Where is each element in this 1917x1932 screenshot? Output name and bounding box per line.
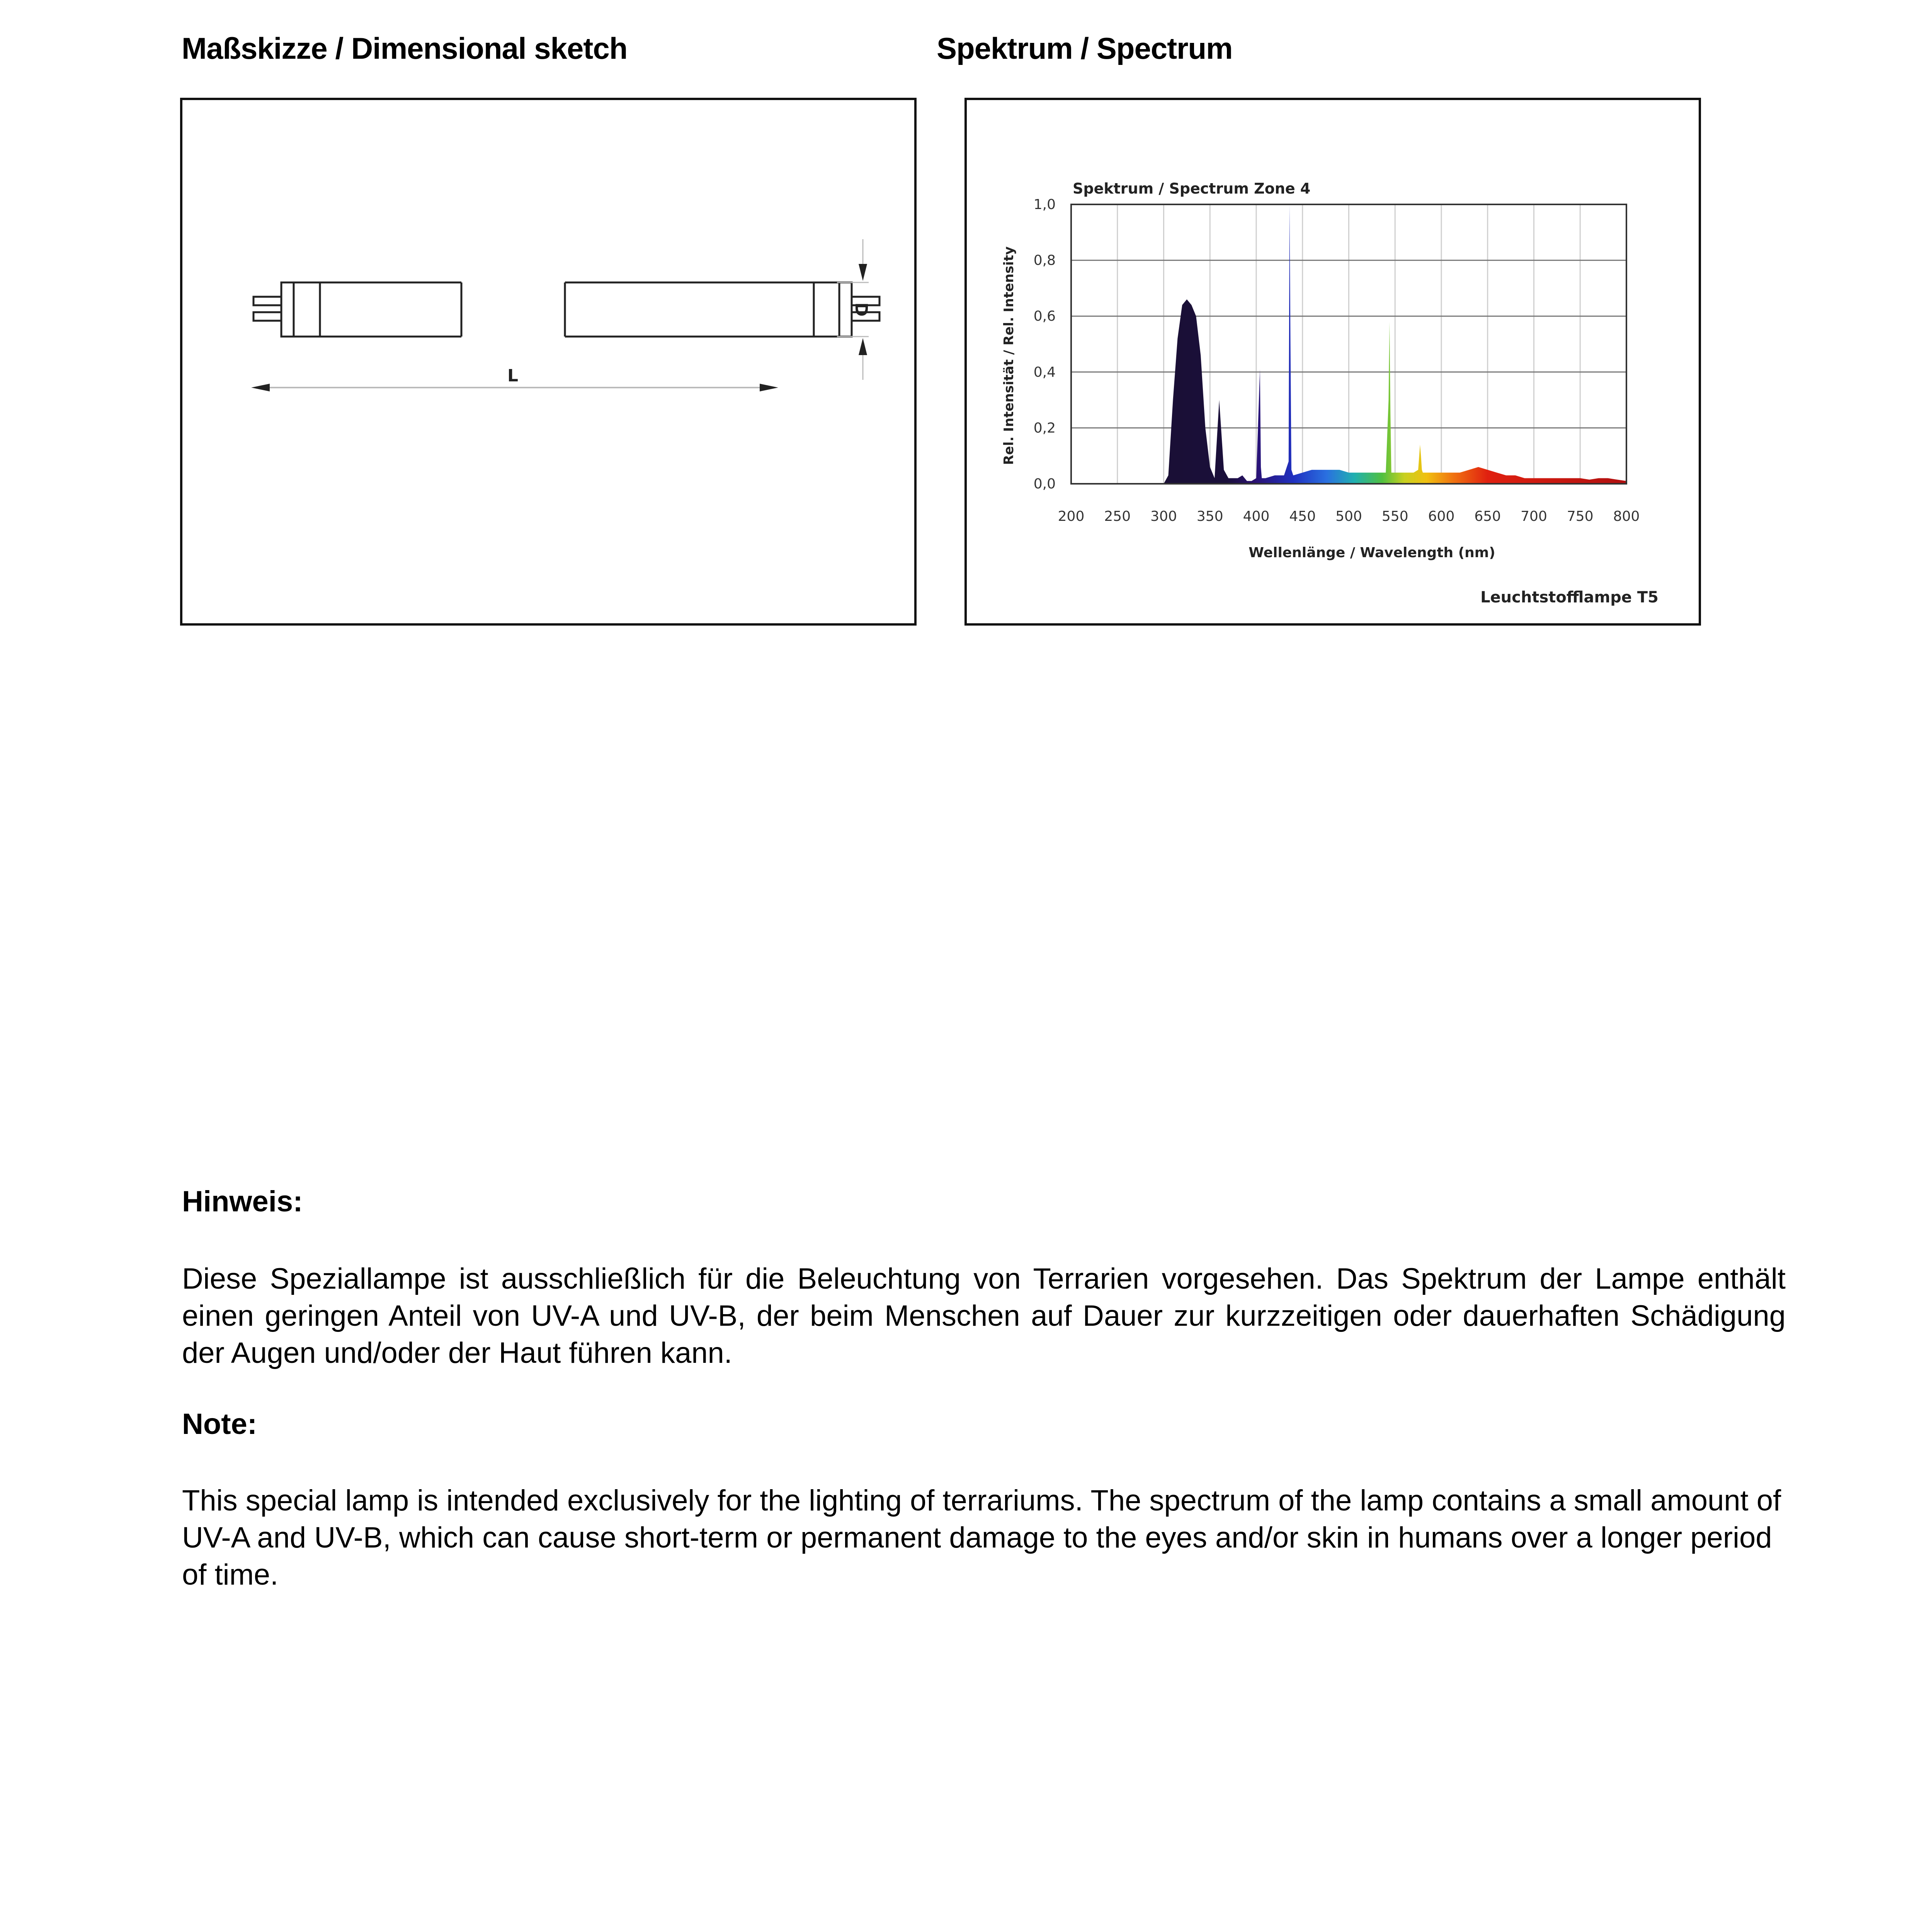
note-text: This special lamp is intended exclusively for the lighting of terrariums. The spectrum of the lamp contains a small amount of UV-A and UV-B, which can cause short-term or permanent damage to the eyes and/or skin in humans over a longer period of time. [182, 1484, 1781, 1591]
x-tick-label: 450 [1289, 509, 1316, 524]
diameter-label: D [851, 302, 871, 317]
x-tick-label: 350 [1196, 509, 1223, 524]
x-tick-label: 700 [1521, 509, 1547, 524]
x-tick-label: 400 [1243, 509, 1270, 524]
chart-footer-label: Leuchtstofflampe T5 [1480, 588, 1658, 606]
spectrum-heading: Spektrum / Spectrum [937, 31, 1233, 65]
x-tick-label: 600 [1428, 509, 1455, 524]
spectrum-chart [967, 100, 1699, 623]
y-tick-label: 1,0 [1033, 197, 1056, 213]
y-tick-label: 0,6 [1033, 308, 1056, 325]
x-tick-label: 250 [1104, 509, 1131, 524]
chart-title: Spektrum / Spectrum Zone 4 [1073, 180, 1311, 197]
x-tick-label: 750 [1567, 509, 1594, 524]
x-tick-label: 550 [1381, 509, 1408, 524]
dimensional-sketch-frame [180, 98, 917, 626]
y-tick-label: 0,4 [1033, 364, 1056, 380]
x-tick-label: 300 [1150, 509, 1177, 524]
y-axis-label: Rel. Intensität / Rel. Intensity [1001, 246, 1017, 465]
sketch-heading: Maßskizze / Dimensional sketch [182, 31, 628, 65]
tube-drawing [182, 100, 914, 623]
x-tick-label: 500 [1335, 509, 1362, 524]
spectrum-chart-frame [964, 98, 1701, 626]
length-label: L [507, 366, 519, 386]
left-tube-segment [320, 282, 461, 337]
hinweis-title: Hinweis: [182, 1185, 303, 1218]
x-tick-label: 200 [1058, 509, 1085, 524]
y-tick-label: 0,8 [1033, 252, 1056, 269]
y-tick-label: 0,0 [1033, 476, 1056, 492]
hinweis-text: Diese Speziallampe ist ausschließlich für die Beleuchtung von Terrarien vorgesehen. Das Spektrum der Lampe enthält einen geringen Anteil von UV-A und UV-B, der beim Menschen auf Dauer zur kurzzeitigen oder dauerhaften Schädigung der Augen und/oder der Haut führen kann. [182, 1262, 1786, 1369]
x-tick-label: 800 [1613, 509, 1640, 524]
x-axis-label: Wellenlänge / Wavelength (nm) [1249, 545, 1495, 561]
left-pin-bottom [253, 312, 281, 321]
x-tick-label: 650 [1474, 509, 1501, 524]
y-tick-label: 0,2 [1033, 420, 1056, 436]
note-title: Note: [182, 1408, 257, 1440]
left-pin-top [253, 297, 281, 305]
left-end-cap [281, 282, 320, 337]
right-tube-segment [565, 282, 814, 337]
right-end-cap [814, 282, 852, 337]
